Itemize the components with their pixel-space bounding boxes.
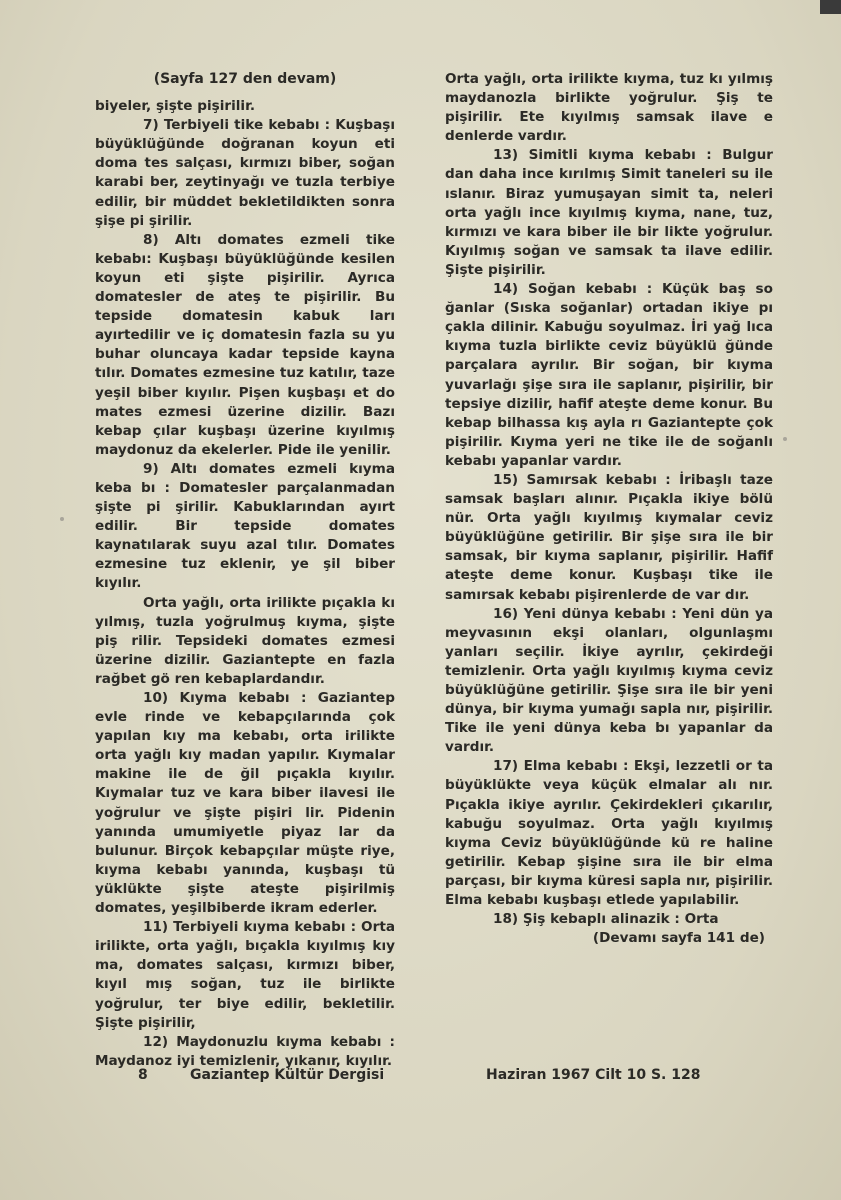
scan-speck xyxy=(783,437,787,441)
paragraph: 8) Altı domates ezmeli tike kebabı: Kuşbaşı büyüklüğünde kesilen koyun eti şişte pişirilir. Ayrıca domatesler de ateş te pişirilir. Bu tepside domatesin kabuk ları ayırtedilir ve iç domatesin fazla su yu buhar oluncaya kadar tepside kayna tılır. Domates ezmesine tuz katılır, taze yeşil biber kıyılır. Pişen kuşbaşı et do mates ezmesi üzerine dizilir. Bazı kebap çılar kuşbaşı üzerine kıyılmış maydonuz da ekelerler. Pide ile yenilir. xyxy=(95,231,395,458)
paragraph: 17) Elma kebabı : Ekşi, lezzetli or ta büyüklükte veya küçük elmalar alı nır. Pıçakla ikiye ayrılır. Çekirdekleri çıkarılır, kabuğu soyulmaz. Orta yağlı kıyılmış kıyma Ceviz büyüklüğünde kü re haline getirilir. Kebap şişine sıra ile bir elma parçası, bir kıyma küresi sapla nır, pişirilir. Elma kebabı kuşbaşı etlede yapılabilir. xyxy=(445,758,773,909)
paragraph: 7) Terbiyeli tike kebabı : Kuşbaşı büyüklüğünde doğranan koyun eti doma tes salçası, kırmızı biber, soğan karabi ber, zeytinyağı ve tuzla terbiye edilir, bir müddet bekletildikten sonra şişe pi şirilir. xyxy=(95,117,395,229)
paragraph: Orta yağlı, orta irilikte kıyma, tuz kı yılmış maydanozla birlikte yoğrulur. Şiş te pişirilir. Ete kıyılmış samsak ilave e denlerde vardır. xyxy=(445,71,773,145)
paragraph: 14) Soğan kebabı : Küçük baş so ğanlar (Sıska soğanlar) ortadan ikiye pı çakla dilinir. Kabuğu soyulmaz. İri yağ lıca kıyma tuzla birlikte ceviz büyüklü ğünde parçalara ayrılır. Bir soğan, bir kıyma yuvarlağı şişe sıra ile saplanır, pişirilir, bir tepsiye dizilir, hafif ateşte deme konur. Bu kebap bilhassa kış ayla rı Gaziantepte çok pişirilir. Kıyma yeri ne tike ile de soğanlı kebabı yapanlar vardır. xyxy=(445,281,773,469)
paragraph: 9) Altı domates ezmeli kıyma keba bı : Domatesler parçalanmadan şişte pi şirilir. Kabuklarından ayırt edilir. Bir tepside domates kaynatılarak suyu azal tılır. Domates ezmesine tuz eklenir, ye şil biber kıyılır. xyxy=(95,460,395,592)
paragraph: 10) Kıyma kebabı : Gaziantep evle rinde ve kebapçılarında çok yapılan kıy ma kebabı, orta irilikte orta yağlı kıy madan yapılır. Kıymalar makine ile de ğil pıçakla kıyılır. Kıymalar tuz ve kara biber ilavesi ile yoğrulur ve şişte pişiri lir. Pidenin yanında umumiyetle piyaz lar da bulunur. Birçok kebapçılar müşte riye, kıyma kebabı yanında, kuşbaşı tü yüklükte şişte ateşte pişirilmiş domates, yeşilbiberde ikram ederler. xyxy=(95,690,395,917)
paragraph: Orta yağlı, orta irilikte pıçakla kı yılmış, tuzla yoğrulmuş kıyma, şişte piş rilir. Tepsideki domates ezmesi üzerine dizilir. Gaziantepte en fazla rağbet gö ren kebaplardandır. xyxy=(95,594,395,687)
left-column xyxy=(95,70,395,1071)
paragraph: 15) Samırsak kebabı : İribaşlı taze samsak başları alınır. Pıçakla ikiye bölü nür. Orta yağlı kıyılmış kıymalar ceviz büyüklüğüne getirilir. Bir şişe sıra ile bir samsak, bir kıyma saplanır, pişirilir. Hafif ateşte deme konur. Kuşbaşı tike ile samırsak kebabı pişirenlerde de var dır. xyxy=(445,471,773,603)
paragraph: 13) Simitli kıyma kebabı : Bulgur dan daha ince kırılmış Simit taneleri su ile ıslanır. Biraz yumuşayan simit ta, neleri orta yağlı ince kıyılmış kıyma, nane, tuz, kırmızı ve kara biber ile bir likte yoğrulur. Kıyılmış soğan ve samsak ta ilave edilir. Şişte pişirilir. xyxy=(445,147,773,278)
paragraph: biyeler, şişte pişirilir. xyxy=(95,98,255,115)
continued-on-note: (Devamı sayfa 141 de) xyxy=(592,930,765,947)
journal-title: Gaziantep Kültür Dergisi xyxy=(190,1067,385,1083)
paragraph: 11) Terbiyeli kıyma kebabı : Orta irilikte, orta yağlı, bıçakla kıyılmış kıy ma, domates salçası, kırmızı biber, kıyıl mış soğan, tuz ile birlikte yoğrulur, ter biye edilir, bekletilir. Şişte pişirilir, xyxy=(95,919,395,1031)
paragraph: 16) Yeni dünya kebabı : Yeni dün ya meyvasının ekşi olanları, olgunlaşmı yanları seçilir. İkiye ayrılır, çekirdeği temizlenir. Orta yağlı kıyılmış kıyma ceviz büyüklüğüne getirilir. Şişe sıra ile bir yeni dünya, bir kıyma yumağı sapla nır, pişirilir. Tike ile yeni dünya keba bı yapanlar da vardır. xyxy=(445,605,773,756)
paragraph: 12) Maydonuzlu kıyma kebabı : Maydanoz iyi temizlenir, yıkanır, kıyılır. xyxy=(95,1033,395,1069)
continued-from-header: (Sayfa 127 den devam) xyxy=(153,71,337,87)
paragraph: 18) Şiş kebaplı alinazik : Orta xyxy=(493,911,719,928)
scan-speck xyxy=(60,517,64,521)
right-column xyxy=(445,70,773,948)
page-number: 8 xyxy=(138,1067,148,1083)
scan-corner-mark xyxy=(820,0,841,14)
issue-info: Haziran 1967 Cilt 10 S. 128 xyxy=(486,1067,701,1083)
